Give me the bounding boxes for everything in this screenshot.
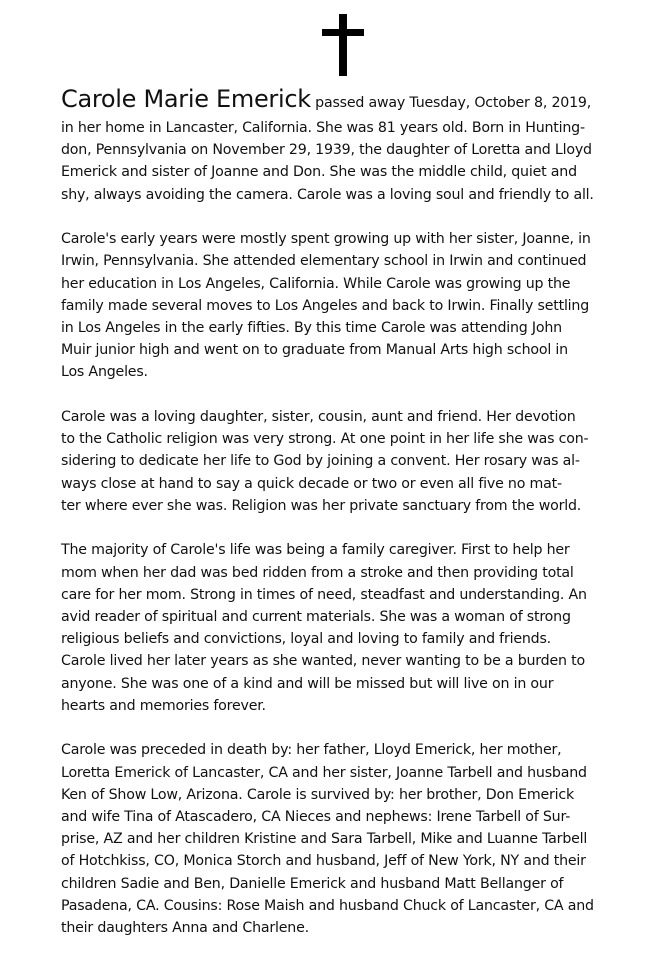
cross-icon-horizontal-bar: [322, 29, 364, 36]
paragraph-1-line-5: shy, always avoiding the camera. Carole was a loving soul and friendly to all.: [61, 186, 594, 203]
paragraph-4-line-2: mom when her dad was bed ridden from a stroke and then providing total: [61, 564, 574, 581]
paragraph-3-line-3: sidering to dedicate her life to God by joining a convent. Her rosary was al-: [61, 453, 580, 470]
paragraph-4-line-4: avid reader of spiritual and current materials. She was a woman of strong: [61, 609, 571, 626]
paragraph-1-line-1: [61, 86, 633, 117]
paragraph-2-line-1: Carole's early years were mostly spent growing up with her sister, Joanne, in: [61, 231, 591, 248]
cross-icon-vertical-bar: [339, 14, 347, 76]
paragraph-5: [61, 739, 633, 939]
paragraph-4-line-5: religious beliefs and convictions, loyal and loving to family and friends.: [61, 631, 551, 648]
paragraph-5-line-4: and wife Tina of Atascadero, CA Nieces and nephews: Irene Tarbell of Sur-: [61, 809, 571, 826]
deceased-name: Carole Marie Emerick: [61, 85, 311, 113]
paragraph-3-line-4: ways close at hand to say a quick decade or two or even all five no mat-: [61, 475, 562, 492]
paragraph-1-line-2: in her home in Lancaster, California. She was 81 years old. Born in Hunting-: [61, 120, 585, 136]
cross-icon: [322, 14, 364, 76]
paragraph-4: [61, 539, 633, 717]
paragraph-2-line-2: Irwin, Pennsylvania. She attended elementary school in Irwin and continued: [61, 253, 587, 270]
paragraph-3-line-5: ter where ever she was. Religion was her private sanctuary from the world.: [61, 497, 582, 514]
paragraph-3-line-2: to the Catholic religion was very strong. At one point in her life she was con-: [61, 431, 589, 448]
paragraph-5-line-5: prise, AZ and her children Kristine and Sara Tarbell, Mike and Luanne Tarbell: [61, 831, 588, 848]
paragraph-5-line-7: children Sadie and Ben, Danielle Emerick and husband Matt Bellanger of: [61, 875, 564, 892]
paragraph-5-line-9: their daughters Anna and Charlene.: [61, 920, 309, 937]
paragraph-2: [61, 228, 633, 383]
paragraph-5-line-1: Carole was preceded in death by: her father, Lloyd Emerick, her mother,: [61, 742, 562, 759]
paragraph-3-line-1: Carole was a loving daughter, sister, cousin, aunt and friend. Her devotion: [61, 409, 576, 426]
paragraph-2-line-3: her education in Los Angeles, California. While Carole was growing up the: [61, 275, 571, 292]
paragraph-5-line-3: Ken of Show Low, Arizona. Carole is survived by: her brother, Don Emerick: [61, 786, 574, 803]
paragraph-4-line-3: care for her mom. Strong in times of need, steadfast and understanding. An: [61, 586, 587, 603]
paragraph-2-line-4: family made several moves to Los Angeles and back to Irwin. Finally settling: [61, 297, 590, 314]
paragraph-4-line-1: The majority of Carole's life was being a family caregiver. First to help her: [61, 542, 570, 559]
paragraph-1: [61, 86, 633, 206]
paragraph-1-line-1-text: passed away Tuesday, October 8, 2019,: [310, 95, 592, 111]
paragraph-4-line-8: hearts and memories forever.: [61, 697, 266, 714]
paragraph-5-line-8: Pasadena, CA. Cousins: Rose Maish and husband Chuck of Lancaster, CA and: [61, 897, 594, 914]
paragraph-2-line-7: Los Angeles.: [61, 364, 148, 381]
obituary-text: [61, 86, 633, 939]
paragraph-2-line-5: in Los Angeles in the early fifties. By this time Carole was attending John: [61, 320, 562, 337]
paragraph-2-line-6: Muir junior high and went on to graduate from Manual Arts high school in: [61, 342, 568, 359]
paragraph-4-line-6: Carole lived her later years as she wanted, never wanting to be a burden to: [61, 653, 585, 670]
paragraph-1-line-4: Emerick and sister of Joanne and Don. She was the middle child, quiet and: [61, 164, 577, 181]
paragraph-5-line-2: Loretta Emerick of Lancaster, CA and her sister, Joanne Tarbell and husband: [61, 764, 587, 781]
paragraph-5-line-6: of Hotchkiss, CO, Monica Storch and husband, Jeff of New York, NY and their: [61, 853, 586, 870]
paragraph-1-line-3: don, Pennsylvania on November 29, 1939, the daughter of Loretta and Lloyd: [61, 142, 592, 159]
paragraph-4-line-7: anyone. She was one of a kind and will be missed but will live on in our: [61, 675, 554, 692]
paragraph-3: [61, 406, 633, 517]
